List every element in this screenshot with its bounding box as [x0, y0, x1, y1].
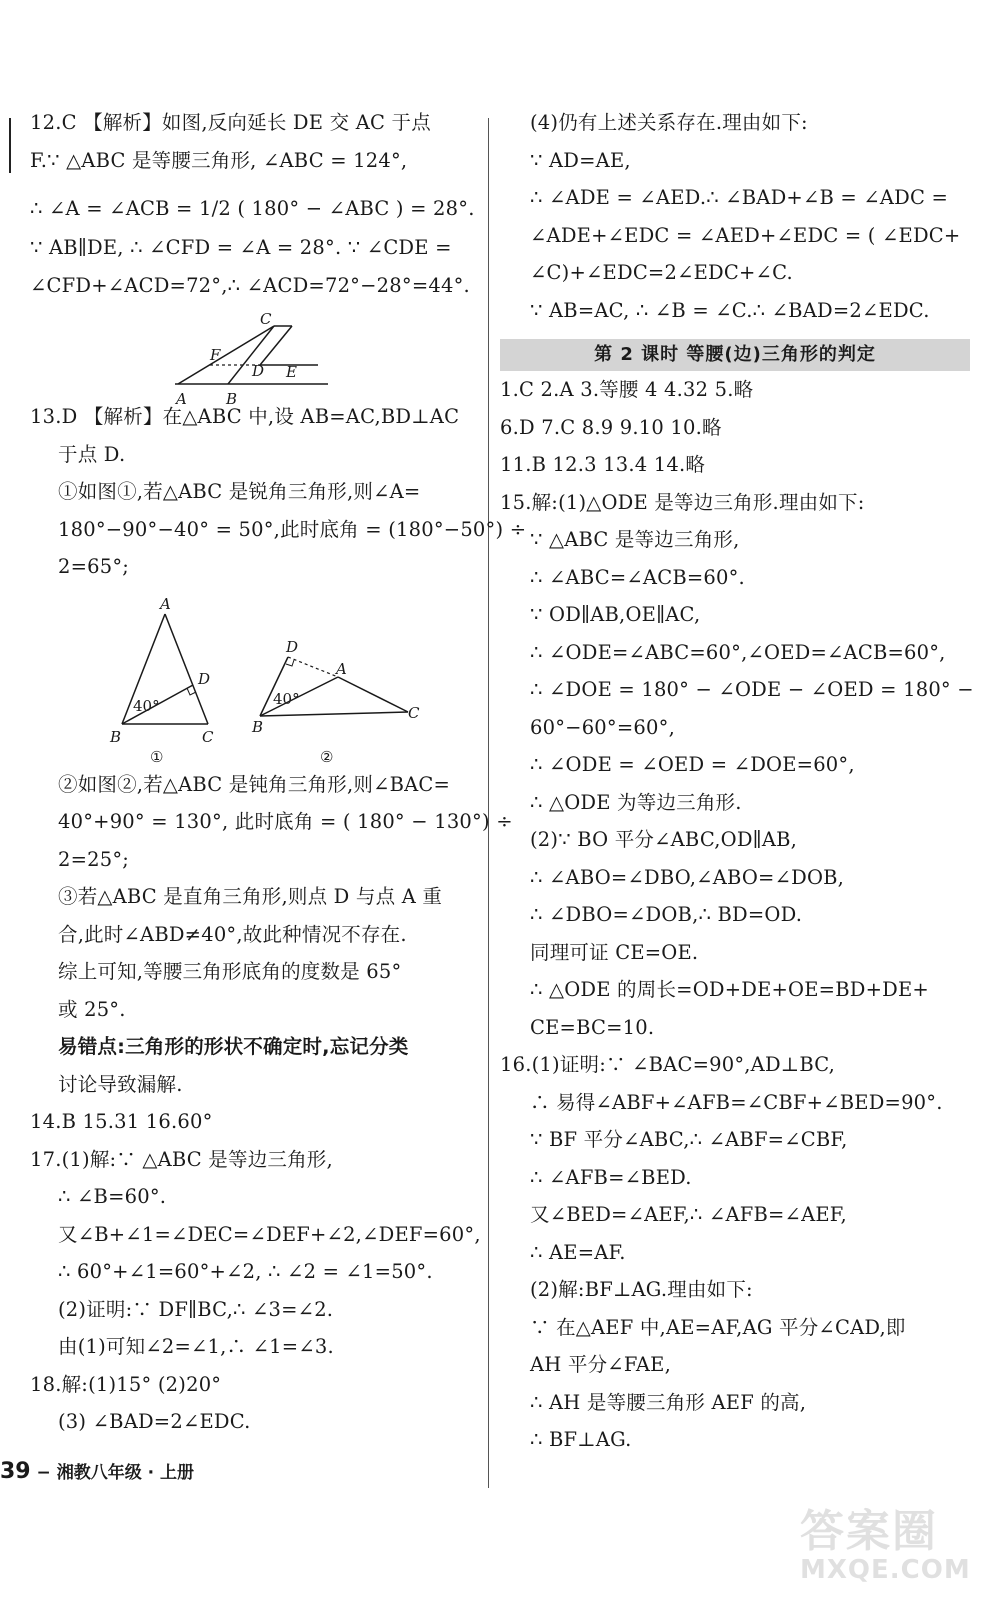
text-line: ②如图②,若△ABC 是钝角三角形,则∠BAC= [58, 772, 451, 796]
text-line: 同理可证 CE=OE. [530, 940, 699, 964]
text-line: ∴ ∠A = ∠ACB = 1/2 ( 180° − ∠ABC ) = 28°. [30, 197, 475, 220]
page-edge-mark [9, 118, 11, 173]
text-line: 180°−90°−40° = 50°,此时底角 = (180°−50°) ÷ [58, 517, 527, 541]
watermark-logo-text: 答案圈 [800, 1506, 938, 1557]
fig13a-label: C [202, 727, 214, 746]
text-line: 讨论导致漏解. [58, 1072, 183, 1096]
watermark [800, 1495, 980, 1595]
section-header: 第 2 课时 等腰(边)三角形的判定 [500, 339, 970, 371]
text-line: ∠C)+∠EDC=2∠EDC+∠C. [530, 261, 793, 284]
text-line: ∴ AH 是等腰三角形 AEF 的高, [530, 1390, 807, 1414]
text-line: ∴ 60°+∠1=60°+∠2, ∴ ∠2 = ∠1=50°. [58, 1260, 433, 1283]
text-line: ∠CFD+∠ACD=72°,∴ ∠ACD=72°−28°=44°. [30, 273, 470, 297]
fig13b-label: B [252, 717, 264, 736]
text-line: ③若△ABC 是直角三角形,则点 D 与点 A 重 [58, 885, 443, 908]
text-line: 6.D 7.C 8.9 9.10 10.略 [500, 415, 722, 439]
text-line: 17.(1)解:∵ △ABC 是等边三角形, [30, 1147, 333, 1171]
fig12-label: B [226, 390, 238, 408]
text-line: AH 平分∠FAE, [530, 1353, 671, 1376]
text-line: 15.解:(1)△ODE 是等边三角形.理由如下: [500, 490, 865, 514]
text-line: (4)仍有上述关系存在.理由如下: [530, 111, 808, 134]
footer-dash: − [36, 1463, 51, 1483]
error-note: 易错点:三角形的形状不确定时,忘记分类 [58, 1035, 409, 1058]
text-line: ∴ ∠AFB=∠BED. [530, 1165, 692, 1189]
fig12-label: A [176, 390, 187, 408]
left-column [30, 111, 527, 1449]
text-line: ∴ ∠ODE = ∠OED = ∠DOE=60°, [530, 753, 855, 776]
fig13b-label: A [336, 659, 347, 678]
figure-q12-svg [30, 310, 480, 408]
text-line: ∴ △ODE 为等边三角形. [530, 790, 742, 814]
text-line: 12.C 【解析】如图,反向延长 DE 交 AC 于点 [30, 111, 431, 134]
text-line: 于点 D. [58, 442, 126, 466]
text-line: 60°−60°=60°, [530, 715, 675, 739]
fig13b-label: D [286, 637, 299, 656]
figure-q13 [30, 594, 480, 764]
page-footer [0, 1458, 194, 1484]
text-line: 或 25°. [58, 997, 126, 1021]
column-divider [488, 118, 489, 1488]
text-line: ∵ AD=AE, [530, 148, 631, 172]
text-line: CE=BC=10. [530, 1015, 655, 1039]
text-line: ∵ OD∥AB,OE∥AC, [530, 603, 701, 626]
text-line: 13.D 【解析】在△ABC 中,设 AB=AC,BD⊥AC [30, 405, 460, 428]
text-line: ∴ ∠ABO=∠DBO,∠ABO=∠DOB, [530, 865, 845, 889]
text-line: ∴ ∠DOE = 180° − ∠ODE − ∠OED = 180° − [530, 678, 974, 701]
watermark-url: MXQE.COM [800, 1555, 971, 1585]
text-line: ∴ ∠ODE=∠ABC=60°,∠OED=∠ACB=60°, [530, 640, 946, 664]
figure-q12 [30, 310, 480, 408]
text-line: ∴ ∠ADE = ∠AED.∴ ∠BAD+∠B = ∠ADC = [530, 186, 949, 209]
text-line: ①如图①,若△ABC 是锐角三角形,则∠A= [58, 480, 421, 503]
text-line: 40°+90° = 130°, 此时底角 = ( 180° − 130°) ÷ [58, 810, 513, 833]
text-line: 2=65°; [58, 555, 130, 578]
text-line: ∵ AB=AC, ∴ ∠B = ∠C.∴ ∠BAD=2∠EDC. [530, 298, 930, 322]
text-line: ∵ △ABC 是等边三角形, [530, 528, 740, 551]
text-line: ∵ 在△AEF 中,AE=AF,AG 平分∠CAD,即 [530, 1315, 906, 1339]
fig13b-caption: ② [320, 747, 334, 766]
right-column [500, 111, 974, 1467]
text-line: 又∠B+∠1=∠DEC=∠DEF+∠2,∠DEF=60°, [58, 1222, 481, 1246]
text-line: ∴ AE=AF. [530, 1240, 626, 1264]
text-line: ∴ △ODE 的周长=OD+DE+OE=BD+DE+ [530, 978, 929, 1001]
fig12-label: C [260, 310, 272, 328]
fig13a-label: D [198, 669, 211, 688]
text-line: (2)∵ BO 平分∠ABC,OD∥AB, [530, 828, 798, 851]
text-line: 由(1)可知∠2=∠1,∴ ∠1=∠3. [58, 1335, 334, 1358]
text-line: ∴ ∠B=60°. [58, 1185, 167, 1208]
figure-q13-svg [30, 594, 480, 764]
text-line: (2)证明:∵ DF∥BC,∴ ∠3=∠2. [58, 1297, 334, 1321]
page-number: 39 [0, 1459, 31, 1484]
fig13a-label: A [160, 594, 171, 613]
text-line: 16.(1)证明:∵ ∠BAC=90°,AD⊥BC, [500, 1053, 836, 1076]
fig13a-label: B [110, 727, 122, 746]
text-line: 合,此时∠ABD≠40°,故此种情况不存在. [58, 922, 407, 946]
text-line: ∴ BF⊥AG. [530, 1428, 632, 1451]
fig12-label: E [286, 363, 297, 381]
text-line: ∵ AB∥DE, ∴ ∠CFD = ∠A = 28°. ∵ ∠CDE = [30, 236, 452, 259]
fig13b-label: C [408, 703, 420, 722]
fig13b-angle: 40° [273, 689, 300, 708]
text-line: (2)解:BF⊥AG.理由如下: [530, 1278, 753, 1301]
text-line: F.∵ △ABC 是等腰三角形, ∠ABC = 124°, [30, 148, 408, 172]
text-line: 又∠BED=∠AEF,∴ ∠AFB=∠AEF, [530, 1203, 847, 1226]
text-line: ∠ADE+∠EDC = ∠AED+∠EDC = ( ∠EDC+ [530, 223, 961, 247]
fig13a-caption: ① [150, 747, 164, 766]
text-line: 11.B 12.3 13.4 14.略 [500, 453, 706, 476]
text-line: 2=25°; [58, 847, 130, 871]
text-line: ∴ 易得∠ABF+∠AFB=∠CBF+∠BED=90°. [530, 1090, 943, 1114]
text-line: 14.B 15.31 16.60° [30, 1110, 213, 1133]
fig12-label: F [210, 346, 221, 364]
fig13a-angle: 40° [133, 696, 160, 715]
text-line: ∵ BF 平分∠ABC,∴ ∠ABF=∠CBF, [530, 1128, 848, 1151]
text-line: (3) ∠BAD=2∠EDC. [58, 1410, 251, 1433]
book-title: 湘教八年级 · 上册 [56, 1463, 195, 1483]
fig12-label: D [252, 362, 265, 380]
text-line: 1.C 2.A 3.等腰 4 4.32 5.略 [500, 378, 754, 401]
text-line: ∴ ∠ABC=∠ACB=60°. [530, 565, 745, 589]
text-line: 综上可知,等腰三角形底角的度数是 65° [58, 960, 402, 983]
text-line: 18.解:(1)15° (2)20° [30, 1372, 222, 1396]
text-line: ∴ ∠DBO=∠DOB,∴ BD=OD. [530, 903, 803, 926]
